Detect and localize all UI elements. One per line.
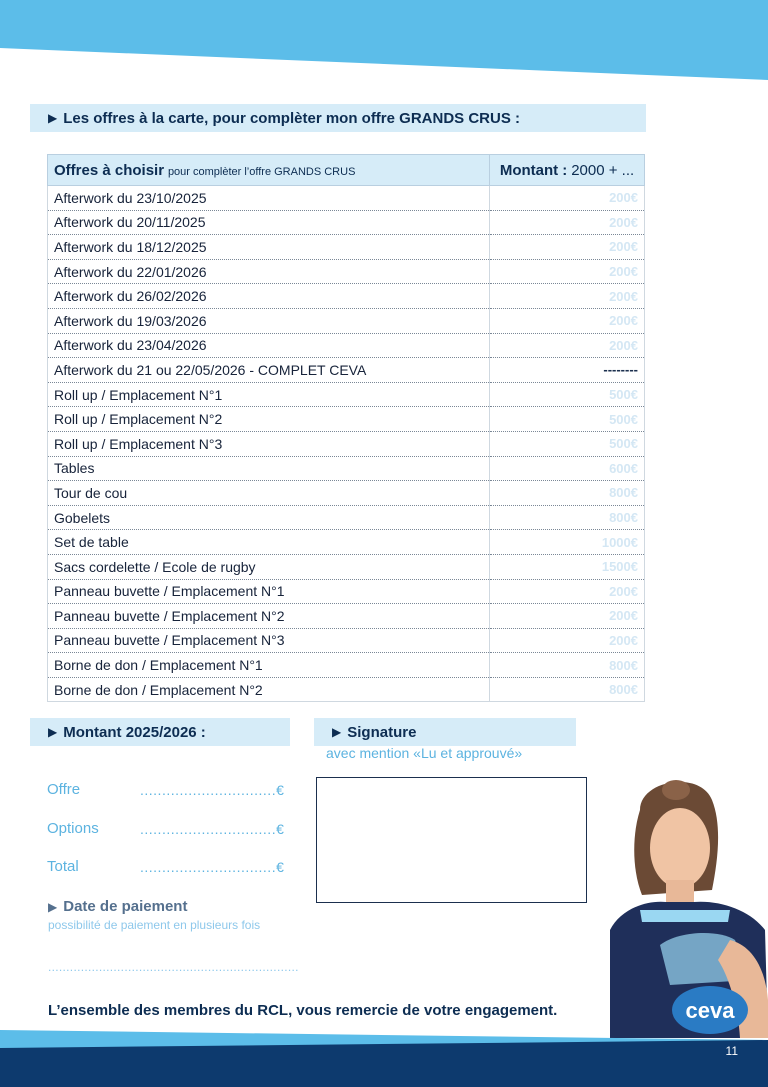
signature-box[interactable] — [316, 777, 587, 903]
table-row — [48, 210, 645, 235]
table-row — [48, 653, 645, 678]
triangle-bullet-icon: ▶ — [332, 725, 342, 739]
offer-price: 800€ — [490, 481, 645, 506]
ceva-logo-text: ceva — [685, 998, 735, 1023]
offer-price: 200€ — [490, 210, 645, 235]
offers-header-bold: Offres à choisir — [54, 161, 165, 179]
offer-price: 200€ — [490, 284, 645, 309]
payment-date-field[interactable]: ..................................................................... — [48, 960, 299, 974]
offer-price: 200€ — [490, 333, 645, 358]
triangle-bullet-icon: ▶ — [48, 725, 58, 739]
table-row — [48, 235, 645, 260]
offer-price: 800€ — [490, 677, 645, 702]
offers-column-header — [48, 155, 490, 186]
offer-label: Roll up / Emplacement N°1 — [48, 382, 490, 407]
triangle-bullet-icon: ▶ — [48, 111, 58, 125]
offers-section-title: Les offres à la carte, pour complèter mon offre GRANDS CRUS : — [63, 109, 520, 127]
table-row — [48, 186, 645, 211]
offer-price: 200€ — [490, 259, 645, 284]
page-number: 11 — [725, 1044, 738, 1058]
payment-date-title — [48, 898, 187, 915]
signature-section-header — [314, 718, 576, 746]
offer-label: Sacs cordelette / Ecole de rugby — [48, 554, 490, 579]
offer-price: 200€ — [490, 235, 645, 260]
offer-price: 1000€ — [490, 530, 645, 555]
options-field[interactable]: ...............................€ — [140, 821, 285, 837]
offer-label: Borne de don / Emplacement N°1 — [48, 653, 490, 678]
bottom-footer-band — [0, 1030, 768, 1087]
offer-label: Afterwork du 19/03/2026 — [48, 308, 490, 333]
offers-section-header — [30, 104, 646, 132]
total-field[interactable]: ...............................€ — [140, 859, 285, 875]
offer-label: Gobelets — [48, 505, 490, 530]
offer-price: 500€ — [490, 407, 645, 432]
table-row — [48, 579, 645, 604]
amount-section-header — [30, 718, 290, 746]
offre-field[interactable]: ...............................€ — [140, 782, 285, 798]
total-label: Total — [47, 858, 79, 875]
table-header-row — [48, 155, 645, 186]
table-row — [48, 382, 645, 407]
offer-label: Afterwork du 23/04/2026 — [48, 333, 490, 358]
table-row — [48, 505, 645, 530]
offer-label: Afterwork du 20/11/2025 — [48, 210, 490, 235]
offer-label: Panneau buvette / Emplacement N°1 — [48, 579, 490, 604]
offer-price: 1500€ — [490, 554, 645, 579]
table-row — [48, 530, 645, 555]
signature-title: Signature — [347, 723, 417, 741]
top-header-band — [0, 0, 768, 90]
offer-label: Roll up / Emplacement N°3 — [48, 431, 490, 456]
triangle-bullet-icon: ▶ — [48, 900, 58, 914]
thanks-message: L’ensemble des membres du RCL, vous remercie de votre engagement. — [48, 1002, 558, 1019]
offer-price: 500€ — [490, 382, 645, 407]
offer-price: 800€ — [490, 505, 645, 530]
offer-label: Afterwork du 21 ou 22/05/2026 - COMPLET CEVA — [48, 358, 490, 383]
table-row — [48, 431, 645, 456]
amount-header-rest: 2000 + ... — [571, 161, 635, 179]
offers-header-small: pour complèter l’offre GRANDS CRUS — [167, 165, 356, 178]
offre-label: Offre — [47, 781, 81, 798]
offer-price: 200€ — [490, 604, 645, 629]
table-row — [48, 358, 645, 383]
offers-table-body — [48, 186, 645, 702]
player-photo — [600, 770, 768, 1038]
offer-label: Afterwork du 23/10/2025 — [48, 186, 490, 211]
table-row — [48, 308, 645, 333]
offer-label: Afterwork du 18/12/2025 — [48, 235, 490, 260]
offer-label: Tour de cou — [48, 481, 490, 506]
amount-header-bold: Montant : — [499, 161, 568, 179]
offer-label: Borne de don / Emplacement N°2 — [48, 677, 490, 702]
table-row — [48, 456, 645, 481]
table-row — [48, 481, 645, 506]
offer-price: -------- — [490, 358, 645, 383]
amount-column-header — [490, 155, 645, 186]
payment-subtitle: possibilité de paiement en plusieurs fois — [48, 918, 261, 932]
offer-price: 200€ — [490, 579, 645, 604]
offer-label: Tables — [48, 456, 490, 481]
offer-price: 500€ — [490, 431, 645, 456]
offer-label: Afterwork du 26/02/2026 — [48, 284, 490, 309]
table-row — [48, 628, 645, 653]
offer-label: Roll up / Emplacement N°2 — [48, 407, 490, 432]
offer-label: Panneau buvette / Emplacement N°2 — [48, 604, 490, 629]
options-label: Options — [47, 820, 99, 837]
signature-subtitle: avec mention «Lu et approuvé» — [326, 745, 523, 761]
offer-price: 600€ — [490, 456, 645, 481]
offer-price: 200€ — [490, 628, 645, 653]
offer-price: 800€ — [490, 653, 645, 678]
payment-title-text: Date de paiement — [63, 898, 188, 915]
table-row — [48, 554, 645, 579]
offer-price: 200€ — [490, 308, 645, 333]
offer-price: 200€ — [490, 186, 645, 211]
table-row — [48, 604, 645, 629]
table-row — [48, 259, 645, 284]
table-row — [48, 407, 645, 432]
offer-label: Set de table — [48, 530, 490, 555]
table-row — [48, 677, 645, 702]
table-row — [48, 284, 645, 309]
offer-label: Afterwork du 22/01/2026 — [48, 259, 490, 284]
table-row — [48, 333, 645, 358]
offers-table — [47, 154, 645, 702]
offer-label: Panneau buvette / Emplacement N°3 — [48, 628, 490, 653]
amount-section-title: Montant 2025/2026 : — [63, 723, 206, 741]
